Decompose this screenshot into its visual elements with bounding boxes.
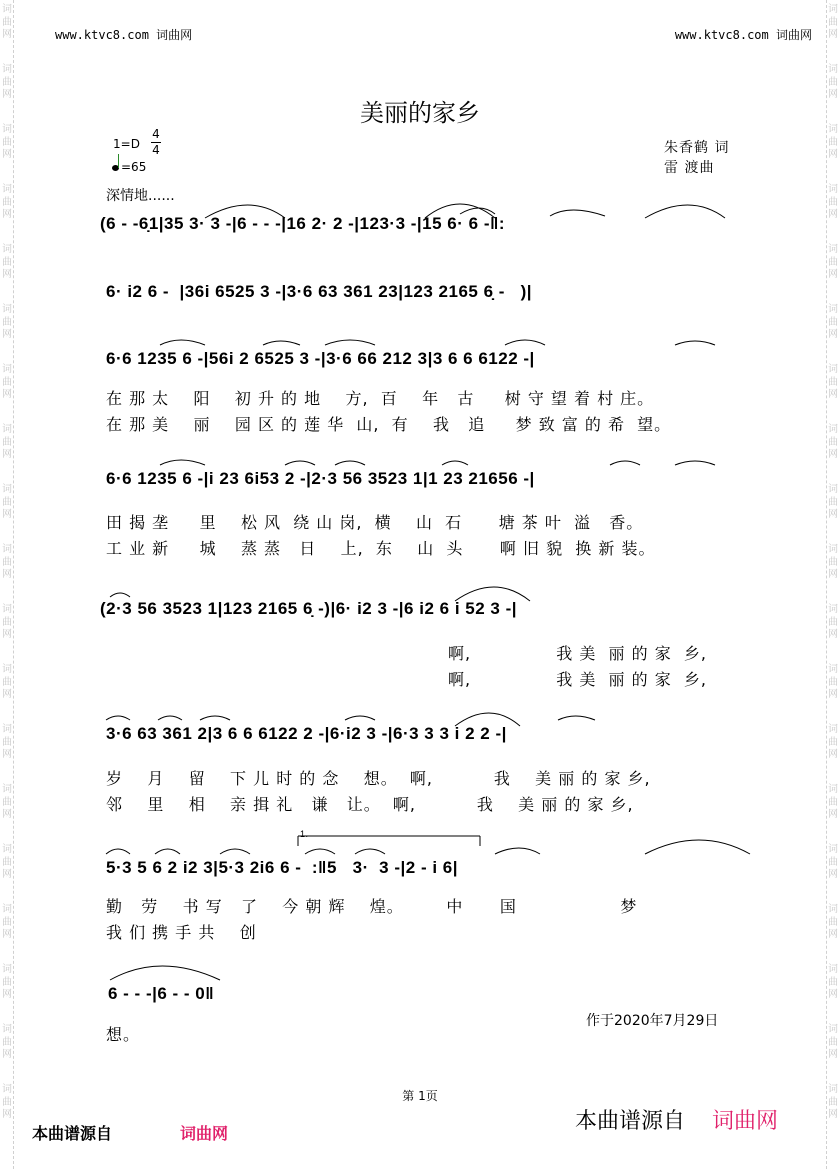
watermark-block: 词 曲 网 <box>828 1024 838 1060</box>
lyric-line-4-verse-1: 田 揭 垄 里 松 风 绕 山 岗, 横 山 石 塘 茶 叶 溢 香。 <box>106 513 644 532</box>
notation-line-8: 6 - - -|6 - - 0‖ <box>108 984 215 1003</box>
tempo-mark <box>112 160 146 174</box>
right-watermark-strip <box>826 0 840 1169</box>
tempo-value: =65 <box>121 160 147 174</box>
notation-line-7: 5·3 5 6 2 i2 3|5·3 2i6 6 - :‖5 3· 3 -|2 - i 6| <box>106 858 458 877</box>
watermark-block: 词 曲 网 <box>828 4 838 40</box>
site-name: 词曲网 <box>775 28 812 42</box>
lyric-line-3-verse-2: 在 那 美 丽 园 区 的 莲 华 山, 有 我 追 梦 致 富 的 希 望。 <box>106 415 672 434</box>
watermark-block: 词 曲 网 <box>2 364 12 400</box>
watermark-block: 词 曲 网 <box>2 184 12 220</box>
composer: 雷 渡曲 <box>664 160 715 176</box>
footer-source-label: 本曲谱源自 <box>32 1124 113 1143</box>
notation-line-1: (6 - -6̣1|35 3· 3 -|6 - - -|16 2· 2 -|123·3 -|15 6· 6 -‖: <box>100 214 506 233</box>
watermark-block: 词 曲 网 <box>2 124 12 160</box>
watermark-block: 词 曲 网 <box>2 4 12 40</box>
watermark-block: 词 曲 网 <box>828 664 838 700</box>
watermark-block: 词 曲 网 <box>2 844 12 880</box>
watermark-block: 词 曲 网 <box>828 184 838 220</box>
lyric-line-3-verse-1: 在 那 太 阳 初 升 的 地 方, 百 年 古 树 守 望 着 村 庄。 <box>106 389 655 408</box>
score-line-8 <box>100 962 780 1002</box>
watermark-block: 词 曲 网 <box>828 424 838 460</box>
score-line-1 <box>100 200 780 240</box>
footer-source-site-large[interactable]: 词曲网 <box>712 1109 779 1134</box>
quarter-note-icon <box>112 165 119 171</box>
score-line-6 <box>100 710 780 750</box>
watermark-block: 词 曲 网 <box>2 1084 12 1120</box>
lyric-line-6-verse-1: 岁 月 留 下 儿 时 的 念 想。 啊, 我 美 丽 的 家 乡, <box>106 769 651 788</box>
lyric-line-8: 想。 <box>106 1025 141 1044</box>
footer-source-site[interactable]: 词曲网 <box>180 1124 229 1143</box>
watermark-block: 词 曲 网 <box>828 784 838 820</box>
watermark-block: 词 曲 网 <box>2 604 12 640</box>
volta-bracket-label: 1. <box>300 829 309 839</box>
score-line-7 <box>100 829 780 877</box>
watermark-block: 词 曲 网 <box>828 244 838 280</box>
page-number: 第 1页 <box>402 1089 438 1103</box>
watermark-block: 词 曲 网 <box>2 904 12 940</box>
lyric-line-5-verse-2: 啊, 我 美 丽 的 家 乡, <box>448 670 707 689</box>
score-line-5 <box>100 585 780 625</box>
watermark-block: 词 曲 网 <box>828 64 838 100</box>
time-bottom: 4 <box>152 143 160 157</box>
watermark-block: 词 曲 网 <box>828 604 838 640</box>
score-line-4 <box>100 455 780 495</box>
notation-line-6: 3·6 63 361 2|3 6 6 6122 2 -|6·i2 3 -|6·3 3 3 i 2 2 -| <box>106 724 507 743</box>
watermark-block: 词 曲 网 <box>828 964 838 1000</box>
watermark-block: 词 曲 网 <box>828 904 838 940</box>
header-left[interactable] <box>55 26 192 43</box>
composition-date: 作于2020年7月29日 <box>586 1013 719 1029</box>
lyric-line-7-verse-1: 勤 劳 书 写 了 今 朝 辉 煌。 中 国 梦 <box>106 897 638 916</box>
lyric-line-7-verse-2: 我 们 携 手 共 创 <box>106 923 257 942</box>
watermark-block: 词 曲 网 <box>828 724 838 760</box>
lyric-line-6-verse-2: 邻 里 相 亲 揖 礼 谦 让。 啊, 我 美 丽 的 家 乡, <box>106 795 634 814</box>
watermark-block: 词 曲 网 <box>828 1084 838 1120</box>
notation-line-3: 6·6 1235 6 -|56i 2 6525 3 -|3·6 66 212 3|3 6 6 6122 -| <box>106 349 535 368</box>
lyric-line-5-verse-1: 啊, 我 美 丽 的 家 乡, <box>448 644 707 663</box>
watermark-block: 词 曲 网 <box>828 844 838 880</box>
lyric-line-4-verse-2: 工 业 新 城 蒸 蒸 日 上, 东 山 头 啊 旧 貌 换 新 装。 <box>106 539 656 558</box>
watermark-block: 词 曲 网 <box>2 664 12 700</box>
watermark-block: 词 曲 网 <box>828 484 838 520</box>
time-top: 4 <box>152 127 160 141</box>
watermark-block: 词 曲 网 <box>828 364 838 400</box>
watermark-block: 词 曲 网 <box>2 724 12 760</box>
watermark-block: 词 曲 网 <box>2 244 12 280</box>
watermark-block: 词 曲 网 <box>2 424 12 460</box>
left-watermark-strip <box>0 0 14 1169</box>
site-url[interactable]: www.ktvc8.com <box>674 28 769 42</box>
watermark-block: 词 曲 网 <box>828 544 838 580</box>
site-url[interactable]: www.ktvc8.com <box>55 28 149 42</box>
watermark-block: 词 曲 网 <box>2 784 12 820</box>
watermark-block: 词 曲 网 <box>828 304 838 340</box>
key-signature: 1=D <box>113 137 140 151</box>
watermark-block: 词 曲 网 <box>2 1024 12 1060</box>
lyricist: 朱香鹤 词 <box>664 140 730 156</box>
expression-mark: 深情地...... <box>106 188 175 204</box>
footer-source-label-large: 本曲谱源自 <box>575 1109 686 1134</box>
watermark-block: 词 曲 网 <box>2 64 12 100</box>
watermark-block: 词 曲 网 <box>2 484 12 520</box>
notation-line-5: (2·3 56 3523 1|123 2165 6̣ -)|6· i2 3 -|6 i2 6 i 52 3 -| <box>100 599 517 618</box>
watermark-block: 词 曲 网 <box>2 964 12 1000</box>
notation-line-4: 6·6 1235 6 -|i 23 6i53 2 -|2·3 56 3523 1|1 23 21656 -| <box>106 469 535 488</box>
notation-line-2: 6· i2 6 - |36i 6525 3 -|3·6 63 361 23|123 2165 6̣ - )| <box>106 282 533 301</box>
header-right[interactable] <box>675 26 812 43</box>
song-title: 美丽的家乡 <box>360 99 480 127</box>
site-name: 词曲网 <box>156 28 193 42</box>
time-signature <box>150 128 162 157</box>
watermark-block: 词 曲 网 <box>2 304 12 340</box>
watermark-block: 词 曲 网 <box>828 124 838 160</box>
score-line-2 <box>100 270 780 310</box>
score-line-3 <box>100 335 780 375</box>
watermark-block: 词 曲 网 <box>2 544 12 580</box>
